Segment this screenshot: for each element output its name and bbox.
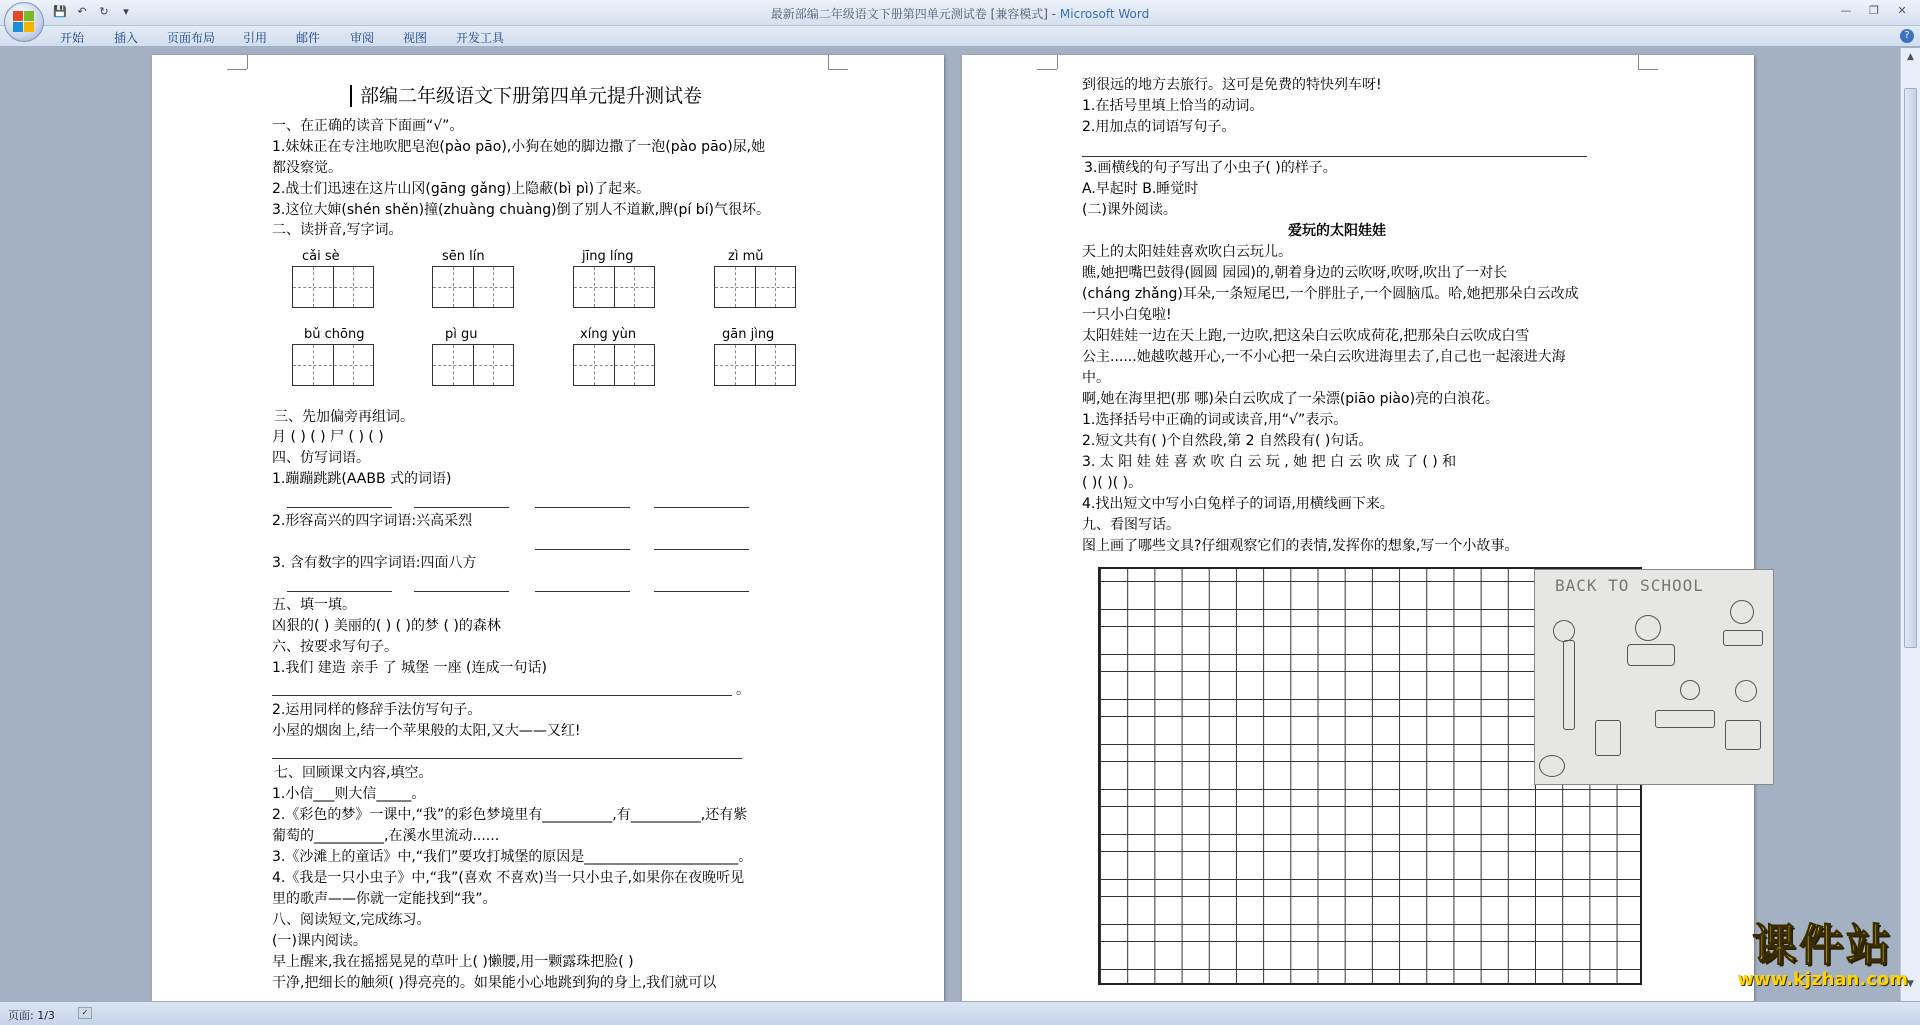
text-line: 2.运用同样的修辞手法仿写句子。 [272, 702, 482, 718]
text-line: 3. 含有数字的四字词语:四面八方 [272, 555, 477, 571]
site-watermark [1737, 922, 1908, 990]
text-line: 2.战士们迅速在这片山冈(gāng gǎng)上隐蔽(bì pì)了起来。 [272, 181, 651, 197]
tab-page-layout[interactable]: 页面布局 [167, 31, 216, 45]
text-line: 4.《我是一只小虫子》中,“我”(喜欢 不喜欢)当一只小虫子,如果你在夜晚听见 [272, 870, 745, 886]
pinyin-label: gān jìng [722, 327, 775, 342]
text-line: 月 ( ) ( ) 尸 ( ) ( ) [272, 429, 384, 445]
close-icon[interactable]: ✕ [1897, 4, 1907, 17]
office-logo-icon [13, 11, 35, 33]
app-name: Microsoft Word [1059, 7, 1150, 21]
story-line: 中。 [1082, 370, 1110, 386]
page-count[interactable]: 页面: 1/3 [8, 1009, 55, 1022]
book-icon [1627, 644, 1675, 666]
text-line: A.早起时 B.睡觉时 [1082, 181, 1199, 197]
crop-mark [828, 69, 848, 70]
answer-line[interactable] [654, 591, 749, 592]
tab-review[interactable]: 审阅 [350, 31, 375, 45]
title-bar [0, 0, 1920, 26]
pinyin-label: xíng yùn [580, 327, 637, 342]
answer-line[interactable] [414, 507, 509, 508]
story-line: 啊,她在海里把(那 哪)朵白云吹成了一朵漂(piāo piào)亮的白浪花。 [1082, 391, 1500, 407]
pencil-icon [1563, 640, 1575, 730]
question-line: 3. 太 阳 娃 娃 喜 欢 吹 白 云 玩 , 她 把 白 云 吹 成 了 ( ) 和 [1082, 454, 1457, 470]
answer-line[interactable] [654, 507, 749, 508]
answer-line[interactable] [414, 591, 509, 592]
scroll-thumb[interactable] [1904, 88, 1917, 648]
answer-line[interactable] [287, 507, 392, 508]
section-heading: 五、填一填。 [272, 597, 356, 613]
tianzige-box[interactable] [292, 344, 374, 386]
pinyin-label: zì mǔ [728, 249, 764, 264]
tianzige-box[interactable] [573, 344, 655, 386]
crop-mark [1638, 55, 1639, 69]
window-title: 最新部编二年级语文下册第四单元测试卷 [兼容模式] - Microsoft Word [770, 7, 1150, 21]
child-reading-icon [1635, 615, 1661, 641]
text-line: (一)课内阅读。 [272, 933, 367, 949]
text-line: 葡萄的__________,在溪水里流动...... [272, 828, 500, 844]
text-line: 1.我们 建造 亲手 了 城堡 一座 (连成一句话) [272, 660, 547, 676]
proofing-icon[interactable]: ✓ [78, 1007, 92, 1019]
child-icon [1680, 680, 1700, 700]
scroll-up-icon[interactable]: ▲ [1907, 52, 1914, 62]
tianzige-box[interactable] [432, 266, 514, 308]
text-line: 1.在括号里填上恰当的动词。 [1082, 98, 1264, 114]
undo-icon[interactable]: ↶ [77, 5, 87, 18]
text-line: 。 [736, 682, 750, 698]
books-stack-icon [1723, 630, 1763, 646]
page-title: 部编二年级语文下册第四单元提升测试卷 [350, 85, 702, 107]
question-line: 2.短文共有( )个自然段,第 2 自然段有( )句话。 [1082, 433, 1373, 449]
page-1 [152, 55, 944, 1001]
text-line: 3.这位大婶(shén shěn)撞(zhuàng chuàng)倒了别人不道歉,脾(pí bí)气很坏。 [272, 202, 771, 218]
books-stack-icon [1725, 720, 1761, 750]
writing-grid[interactable] [1098, 567, 1704, 985]
tab-home[interactable]: 开始 [60, 31, 85, 45]
text-line: 2.用加点的词语写句子。 [1082, 119, 1236, 135]
answer-line[interactable] [535, 591, 630, 592]
back-to-school-illustration [1534, 569, 1774, 785]
answer-line[interactable] [1082, 156, 1587, 157]
tab-insert[interactable]: 插入 [114, 31, 139, 45]
text-line: 凶狠的( ) 美丽的( ) ( )的梦 ( )的森林 [272, 618, 501, 634]
answer-line[interactable] [654, 549, 749, 550]
story-line: 天上的太阳娃娃喜欢吹白云玩儿。 [1082, 244, 1292, 260]
text-line: 3.画横线的句子写出了小虫子( )的样子。 [1084, 160, 1337, 176]
story-line: 一只小白兔啦! [1082, 307, 1172, 323]
cup-icon [1595, 720, 1621, 756]
question-line: ( )( )( )。 [1082, 475, 1143, 491]
tianzige-box[interactable] [432, 344, 514, 386]
story-line: 公主......她越吹越开心,一不小心把一朵白云吹进海里去了,自己也一起滚进大海 [1082, 349, 1566, 365]
vertical-scrollbar[interactable] [1900, 48, 1920, 1001]
crop-mark [227, 69, 247, 70]
story-line: (cháng zhǎng)耳朵,一条短尾巴,一个胖肚子,一个圆脑瓜。哈,她把那朵白云改成 [1082, 286, 1579, 302]
help-icon[interactable]: ? [1900, 29, 1914, 43]
window-controls [1832, 2, 1916, 20]
text-line: 1.小信___则大信_____。 [272, 786, 426, 802]
tab-mailings[interactable]: 邮件 [296, 31, 321, 45]
story-title: 爱玩的太阳娃娃 [1288, 223, 1386, 239]
watermark-logo-text: 课件站 [1752, 920, 1894, 971]
answer-line[interactable] [287, 591, 392, 592]
text-line: 2.形容高兴的四字词语:兴高采烈 [272, 513, 473, 529]
pinyin-label: bǔ chōng [304, 327, 365, 342]
question-line: 1.选择括号中正确的词或读音,用“√”表示。 [1082, 412, 1348, 428]
text-line: 里的歌声——你就一定能找到“我”。 [272, 891, 497, 907]
minimize-icon[interactable]: — [1840, 4, 1852, 17]
tianzige-box[interactable] [714, 266, 796, 308]
text-line: 2.《彩色的梦》一课中,“我”的彩色梦境里有__________,有__________,还有紫 [272, 807, 748, 823]
answer-line[interactable] [272, 695, 732, 696]
crop-mark [1638, 69, 1658, 70]
pinyin-label: cǎi sè [302, 249, 340, 264]
pinyin-label: sēn lín [442, 249, 485, 264]
child-icon [1539, 755, 1565, 777]
scroll-down-icon[interactable]: ▼ [1907, 979, 1914, 989]
section-heading: 一、在正确的读音下面画“√”。 [272, 118, 464, 134]
story-line: 太阳娃娃一边在天上跑,一边吹,把这朵白云吹成荷花,把那朵白云吹成白雪 [1082, 328, 1530, 344]
tab-developer[interactable]: 开发工具 [456, 31, 505, 45]
office-button[interactable] [4, 2, 44, 42]
text-line: 到很远的地方去旅行。这可是免费的特快列车呀! [1082, 77, 1382, 93]
page-2 [962, 55, 1754, 1001]
text-line: (二)课外阅读。 [1082, 202, 1177, 218]
section-heading: 九、看图写话。 [1082, 517, 1180, 533]
pinyin-label: pì gu [445, 327, 478, 342]
illustration-caption: BACK TO SCHOOL [1555, 576, 1704, 595]
crop-mark [828, 55, 829, 69]
story-line: 瞧,她把嘴巴鼓得(圆圆 园园)的,朝着身边的云吹呀,吹呀,吹出了一对长 [1082, 265, 1508, 281]
answer-line[interactable] [272, 758, 742, 759]
crop-mark [1057, 55, 1058, 69]
open-book-icon [1655, 710, 1715, 728]
save-icon[interactable]: 💾 [53, 5, 67, 18]
section-heading: 三、先加偏旁再组词。 [274, 409, 414, 425]
section-heading: 六、按要求写句子。 [272, 639, 398, 655]
child-icon [1735, 680, 1757, 702]
ribbon-tabs [0, 26, 1920, 47]
watermark-url: www.kjzhan.com [1737, 969, 1908, 990]
text-line: 3.《沙滩上的童话》中,“我们”要攻打城堡的原因是______________________。 [272, 849, 753, 865]
crop-mark [247, 55, 248, 69]
section-heading: 四、仿写词语。 [272, 450, 370, 466]
tianzige-box[interactable] [714, 344, 796, 386]
answer-line[interactable] [535, 549, 630, 550]
tab-references[interactable]: 引用 [243, 31, 268, 45]
question-line: 4.找出短文中写小白兔样子的词语,用横线画下来。 [1082, 496, 1394, 512]
text-line: 1.妹妹正在专注地吹肥皂泡(pào pāo),小狗在她的脚边撒了一泡(pào pāo)尿,她 [272, 139, 766, 155]
answer-line[interactable] [535, 507, 630, 508]
maximize-icon[interactable]: ❐ [1869, 4, 1879, 17]
pinyin-label: jīng líng [582, 249, 634, 264]
section-heading: 八、阅读短文,完成练习。 [272, 912, 431, 928]
question-line: 图上画了哪些文具?仔细观察它们的表情,发挥你的想象,写一个小故事。 [1082, 538, 1519, 554]
text-line: 小屋的烟囱上,结一个苹果般的太阳,又大——又红! [272, 723, 581, 739]
crop-mark [1037, 69, 1057, 70]
status-bar [0, 1001, 1920, 1025]
section-heading: 二、读拼音,写字词。 [272, 222, 403, 238]
text-line: 早上醒来,我在摇摇晃晃的草叶上( )懒腰,用一颗露珠把脸( ) [272, 954, 634, 970]
redo-icon[interactable]: ↻ [99, 5, 109, 18]
child-icon [1730, 600, 1754, 624]
text-line: 都没察觉。 [272, 160, 342, 176]
tab-view[interactable]: 视图 [403, 31, 428, 45]
tianzige-box[interactable] [573, 266, 655, 308]
text-line: 干净,把细长的触须( )得亮亮的。如果能小心地跳到狗的身上,我们就可以 [272, 975, 717, 991]
section-heading: 七、回顾课文内容,填空。 [274, 765, 433, 781]
pencil-character-icon [1553, 620, 1575, 642]
text-line: 1.蹦蹦跳跳(AABB 式的词语) [272, 471, 452, 487]
tianzige-box[interactable] [292, 266, 374, 308]
customize-qat-icon[interactable]: ▾ [123, 5, 129, 18]
